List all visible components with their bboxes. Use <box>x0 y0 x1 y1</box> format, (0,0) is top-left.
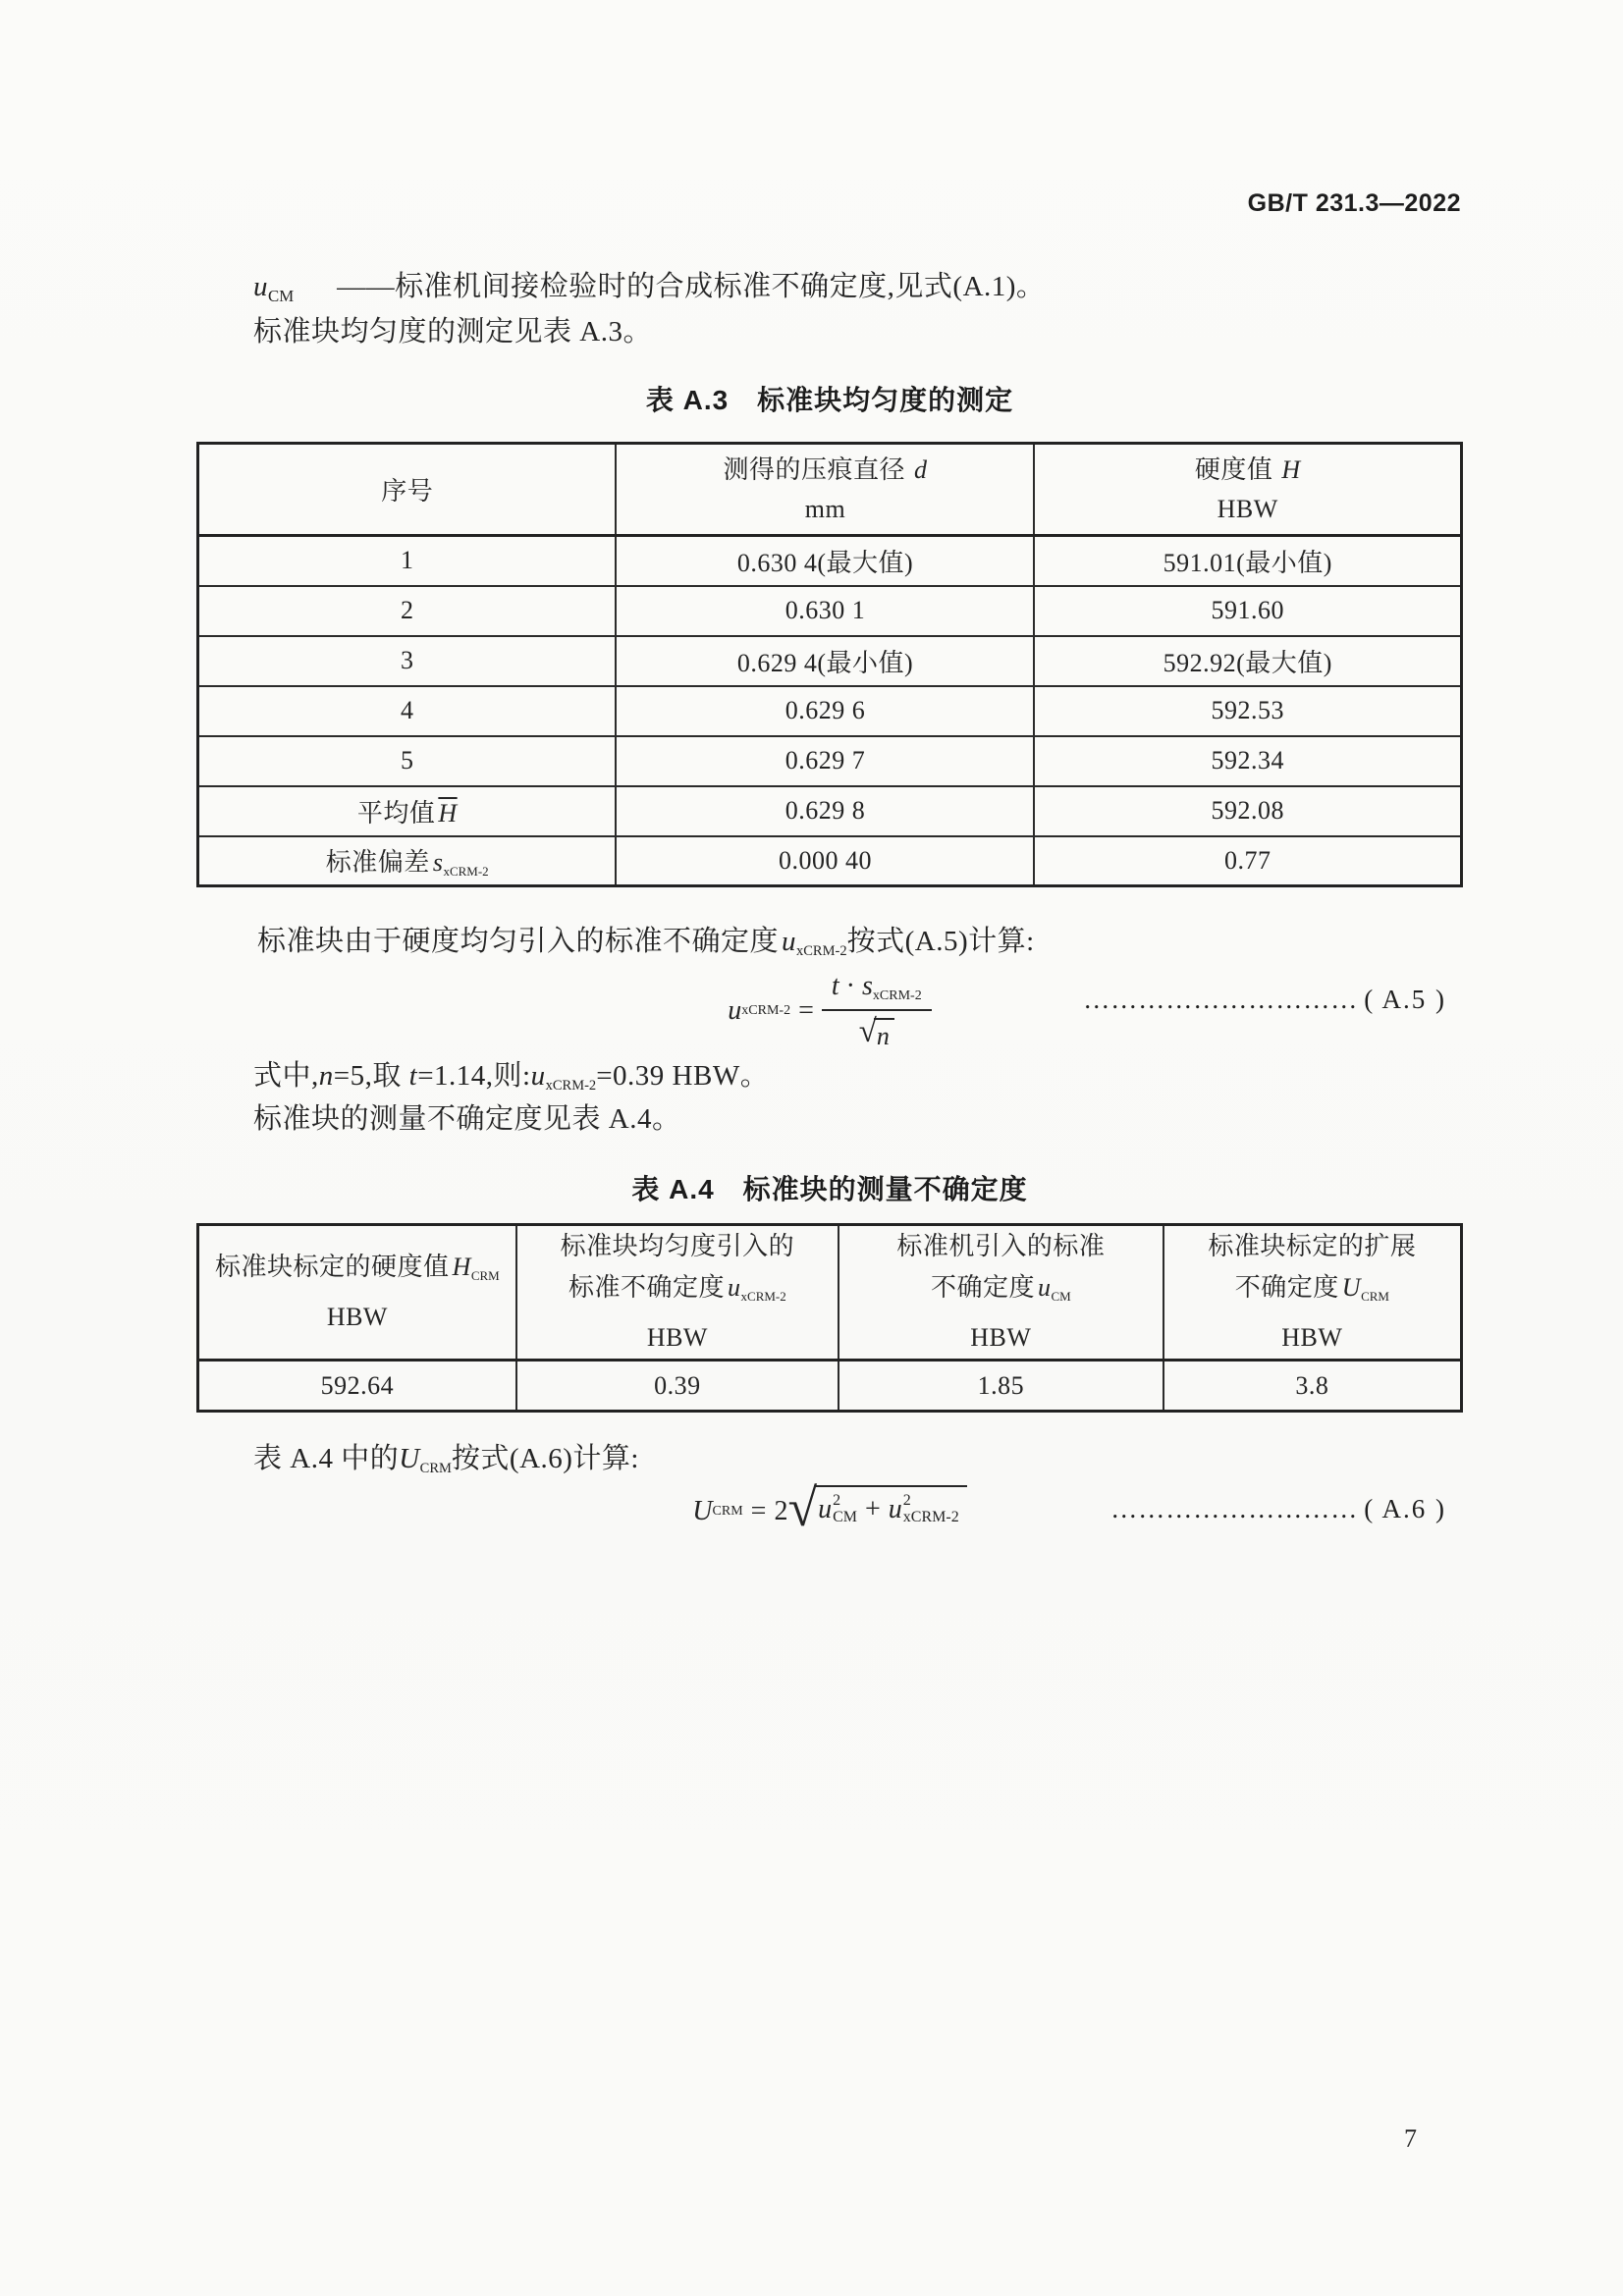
math-var-u: u <box>782 926 797 957</box>
table-row: 2 0.630 1 591.60 <box>198 586 1462 636</box>
square-root: √ n <box>859 1018 894 1050</box>
ucm-description: ——标准机间接检验时的合成标准不确定度,见式(A.1)。 <box>337 271 1046 302</box>
page-number: 7 <box>1404 2124 1417 2153</box>
table-row: 1 0.630 4(最大值) 591.01(最小值) <box>198 536 1462 586</box>
math-var-n: n <box>318 1060 334 1092</box>
math-var-U: U <box>399 1443 420 1474</box>
dot-leader: ………………………… <box>1083 985 1359 1014</box>
table-a3-caption: 表 A.3 标准块均匀度的测定 <box>645 385 1014 415</box>
fraction: $t \cdot s_{xCRM-2}$ √ n <box>822 973 932 1050</box>
table-a3-header-diameter: 测得的压痕直径 d mm <box>616 444 1034 536</box>
math-var-u: u <box>530 1060 546 1092</box>
math-sub-cm: CM <box>268 287 295 305</box>
dot-leader: ……………………… <box>1110 1494 1359 1523</box>
table-a3-header-no: 序号 <box>198 444 617 536</box>
math-var-hbar: $\overline{H}$ <box>438 798 458 828</box>
table-row-stddev: 标准偏差 $s_{xCRM-2}$ 0.000 40 0.77 <box>198 836 1462 886</box>
paragraph-see-table-a4: 标准块的测量不确定度见表 A.4。 <box>253 1103 681 1135</box>
table-a4-header-row <box>198 1225 1462 1361</box>
paragraph-ucm-definition <box>253 269 1045 306</box>
table-a4-caption: 表 A.4 标准块的测量不确定度 <box>631 1174 1028 1204</box>
math-var-t: t <box>408 1060 418 1092</box>
table-a3-header-hardness: 硬度值 H HBW <box>1034 444 1461 536</box>
table-a3-header-row <box>198 444 1462 536</box>
table-row: 5 0.629 7 592.34 <box>198 736 1462 786</box>
paragraph-formula-a5-intro: 标准块由于硬度均匀引入的标准不确定度 $u_{xCRM-2}$按式(A.5)计算: <box>257 926 1035 959</box>
table-a4-value-row: 592.64 0.39 1.85 3.8 <box>198 1361 1462 1412</box>
table-row-average: 平均值 $\overline{H}$ 0.629 8 592.08 <box>198 786 1462 836</box>
standard-number: GB/T 231.3—2022 <box>1247 189 1461 217</box>
square-root: √ u 2 CM + u 2 xCRM-2 <box>787 1485 966 1538</box>
math-var-u: u <box>728 995 742 1026</box>
formula-a6-number: ( A.6 ) <box>1364 1494 1446 1523</box>
formula-a5: u xCRM-2 = $t \cdot s_{xCRM-2}$ √ n <box>196 964 1463 1058</box>
table-a4-header-ucrm: 标准块标定的扩展 不确定度 $U_{CRM}$ HBW <box>1163 1225 1462 1361</box>
math-var-u: u <box>253 271 268 302</box>
paragraph-see-table-a3: 标准块均匀度的测定见表 A.3。 <box>253 316 652 347</box>
table-row: 4 0.629 6 592.53 <box>198 686 1462 736</box>
formula-a5-reference <box>1083 985 1446 1015</box>
math-var-U: U <box>692 1496 713 1526</box>
formula-a6: U CRM = 2 √ u 2 CM + u 2 xCRM-2 <box>196 1480 1463 1543</box>
table-a4-header-ucm: 标准机引入的标准 不确定度 $u_{CM}$ HBW <box>839 1225 1163 1361</box>
table-a4-header-hcrm: 标准块标定的硬度值 $H_{CRM}$ HBW <box>198 1225 516 1361</box>
table-a4 <box>196 1223 1463 1413</box>
paragraph-where-clause: 式中,n=5,取 t=1.14,则$:u_{xCRM-2}=0.39$ HBW。 <box>253 1060 770 1094</box>
formula-a5-number: ( A.5 ) <box>1364 985 1446 1014</box>
table-a3 <box>196 442 1463 887</box>
table-row: 3 0.629 4(最小值) 592.92(最大值) <box>198 636 1462 686</box>
table-a4-header-uxcrm2: 标准块均匀度引入的 标准不确定度 $u_{xCRM-2}$ HBW <box>516 1225 839 1361</box>
paragraph-formula-a6-intro: 表 A.4 中的$U_{CRM}$按式(A.6)计算: <box>253 1443 639 1476</box>
formula-a6-reference <box>1110 1494 1446 1524</box>
math-var-s: s <box>432 847 444 877</box>
